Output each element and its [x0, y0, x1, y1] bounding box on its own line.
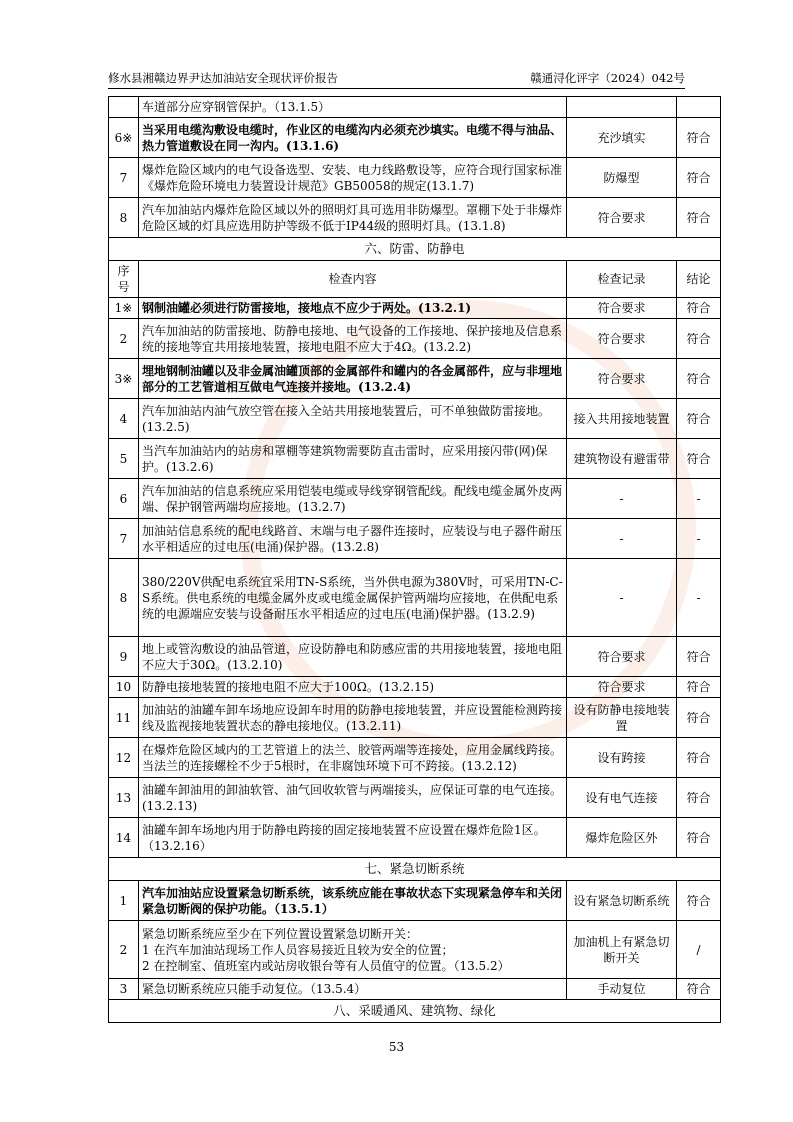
conclusion: 符合 [677, 198, 721, 238]
inspection-table [108, 96, 721, 1023]
conclusion: 符合 [677, 881, 721, 921]
table-row [109, 198, 721, 238]
item-number: 6※ [109, 118, 139, 158]
table-row [109, 399, 721, 439]
table-row [109, 921, 721, 979]
check-record [567, 97, 677, 118]
table-row [109, 118, 721, 158]
check-content: 钢制油罐必须进行防雷接地，接地点不应少于两处。(13.2.1) [139, 298, 567, 319]
item-number: 8 [109, 559, 139, 637]
table-row [109, 738, 721, 778]
check-record: 符合要求 [567, 298, 677, 319]
check-content: 380/220V供配电系统宜采用TN-S系统，当外供电源为380V时，可采用TN-C-S系统。供电系统的电缆金属外皮或电缆金属保护管两端均应接地，在供配电系统的电源端应安装与设备耐压水平相适应的过电压(电涌)保护器。(13.2.9) [139, 559, 567, 637]
check-content: 在爆炸危险区域内的工艺管道上的法兰、胶管两端等连接处，应用金属线跨接。当法兰的连接螺栓不少于5根时，在非腐蚀环境下可不跨接。(13.2.12) [139, 738, 567, 778]
check-record: - [567, 519, 677, 559]
conclusion: - [677, 519, 721, 559]
conclusion: 符合 [677, 298, 721, 319]
report-title: 修水县湘赣边界尹达加油站安全现状评价报告 [108, 71, 338, 85]
item-number: 13 [109, 778, 139, 818]
check-record: 符合要求 [567, 359, 677, 399]
table-row [109, 559, 721, 637]
table-row [109, 778, 721, 818]
table-row [109, 97, 721, 118]
item-number: 8 [109, 198, 139, 238]
table-row [109, 479, 721, 519]
table-row [109, 359, 721, 399]
item-number [109, 97, 139, 118]
conclusion: 符合 [677, 979, 721, 1000]
item-number: 12 [109, 738, 139, 778]
item-number: 1 [109, 881, 139, 921]
conclusion: 符合 [677, 439, 721, 479]
check-content: 加油站的油罐车卸车场地应设卸车时用的防静电接地装置，并应设置能检测跨接线及监视接地装置状态的静电接地仪。(13.2.11) [139, 698, 567, 738]
check-content: 防静电接地装置的接地电阻不应大于100Ω。(13.2.15) [139, 677, 567, 698]
check-content: 汽车加油站的信息系统应采用铠装电缆或导线穿钢管配线。配线电缆金属外皮两端、保护钢管两端均应接地。(13.2.7) [139, 479, 567, 519]
item-number: 9 [109, 637, 139, 677]
conclusion: 结论 [677, 261, 721, 298]
check-content: 加油站信息系统的配电线路首、末端与电子器件连接时，应装设与电子器件耐压水平相适应的过电压(电涌)保护器。(13.2.8) [139, 519, 567, 559]
item-number: 1※ [109, 298, 139, 319]
check-record: 符合要求 [567, 319, 677, 359]
page-header [108, 70, 685, 89]
check-content: 车道部分应穿钢管保护。（13.1.5） [139, 97, 567, 118]
item-number: 11 [109, 698, 139, 738]
check-content: 紧急切断系统应至少在下列位置设置紧急切断开关： 1 在汽车加油站现场工作人员容易接近且较为安全的位置； 2 在控制室、值班室内或站房收银台等有人员值守的位置。（13.5.2） [139, 921, 567, 979]
column-header-row [109, 261, 721, 298]
section-title: 八、采暖通风、建筑物、绿化 [109, 1000, 721, 1023]
item-number: 4 [109, 399, 139, 439]
table-row [109, 979, 721, 1000]
check-content: 爆炸危险区域内的电气设备选型、安装、电力线路敷设等，应符合现行国家标准《爆炸危险环境电力装置设计规范》GB50058的规定(13.1.7) [139, 158, 567, 198]
table-row [109, 698, 721, 738]
check-record: 手动复位 [567, 979, 677, 1000]
check-content: 地上或管沟敷设的油品管道，应设防静电和防感应雷的共用接地装置，接地电阻不应大于30Ω。(13.2.10) [139, 637, 567, 677]
conclusion: 符合 [677, 637, 721, 677]
check-content: 紧急切断系统应只能手动复位。（13.5.4） [139, 979, 567, 1000]
table-row [109, 881, 721, 921]
check-record: 爆炸危险区外 [567, 818, 677, 858]
table-row [109, 319, 721, 359]
check-record: - [567, 479, 677, 519]
section-header [109, 1000, 721, 1023]
check-record: 充沙填实 [567, 118, 677, 158]
conclusion: 符合 [677, 158, 721, 198]
conclusion: 符合 [677, 399, 721, 439]
conclusion: 符合 [677, 677, 721, 698]
section-header [109, 238, 721, 261]
conclusion: - [677, 559, 721, 637]
check-content: 汽车加油站内油气放空管在接入全站共用接地装置后，可不单独做防雷接地。(13.2.5) [139, 399, 567, 439]
conclusion: 符合 [677, 738, 721, 778]
item-number: 7 [109, 158, 139, 198]
check-content: 汽车加油站应设置紧急切断系统，该系统应能在事故状态下实现紧急停车和关闭紧急切断阀的保护功能。（13.5.1） [139, 881, 567, 921]
section-header [109, 858, 721, 881]
check-record: 符合要求 [567, 637, 677, 677]
table-row [109, 439, 721, 479]
section-title: 七、紧急切断系统 [109, 858, 721, 881]
check-content: 当汽车加油站内的站房和罩棚等建筑物需要防直击雷时，应采用接闪带(网)保护。(13.2.6) [139, 439, 567, 479]
report-number: 赣通浔化评字（2024）042号 [530, 71, 685, 85]
check-record: - [567, 559, 677, 637]
check-content: 检查内容 [139, 261, 567, 298]
conclusion: 符合 [677, 818, 721, 858]
check-content: 埋地钢制油罐以及非金属油罐顶部的金属部件和罐内的各金属部件，应与非埋地部分的工艺管道相互做电气连接并接地。(13.2.4) [139, 359, 567, 399]
item-number: 序号 [109, 261, 139, 298]
page-number: 53 [388, 1040, 405, 1054]
item-number: 10 [109, 677, 139, 698]
conclusion: 符合 [677, 118, 721, 158]
item-number: 3 [109, 979, 139, 1000]
item-number: 2 [109, 921, 139, 979]
check-content: 汽车加油站内爆炸危险区域以外的照明灯具可选用非防爆型。罩棚下处于非爆炸危险区域的灯具应选用防护等级不低于IP44级的照明灯具。(13.1.8) [139, 198, 567, 238]
table-row [109, 298, 721, 319]
table-row [109, 677, 721, 698]
conclusion: 符合 [677, 698, 721, 738]
conclusion: 符合 [677, 319, 721, 359]
check-content: 汽车加油站的防雷接地、防静电接地、电气设备的工作接地、保护接地及信息系统的接地等宜共用接地装置，接地电阻不应大于4Ω。(13.2.2) [139, 319, 567, 359]
check-record: 建筑物设有避雷带 [567, 439, 677, 479]
item-number: 6 [109, 479, 139, 519]
check-record: 防爆型 [567, 158, 677, 198]
section-title: 六、防雷、防静电 [109, 238, 721, 261]
check-content: 油罐车卸油用的卸油软管、油气回收软管与两端接头，应保证可靠的电气连接。(13.2.13) [139, 778, 567, 818]
item-number: 14 [109, 818, 139, 858]
item-number: 7 [109, 519, 139, 559]
check-record: 加油机上有紧急切断开关 [567, 921, 677, 979]
check-record: 设有跨接 [567, 738, 677, 778]
check-content: 当采用电缆沟敷设电缆时，作业区的电缆沟内必须充沙填实。电缆不得与油品、热力管道敷设在同一沟内。(13.1.6) [139, 118, 567, 158]
check-record: 检查记录 [567, 261, 677, 298]
check-record: 接入共用接地装置 [567, 399, 677, 439]
table-row [109, 158, 721, 198]
conclusion: 符合 [677, 778, 721, 818]
check-record: 符合要求 [567, 677, 677, 698]
item-number: 2 [109, 319, 139, 359]
item-number: 5 [109, 439, 139, 479]
table-row [109, 637, 721, 677]
item-number: 3※ [109, 359, 139, 399]
check-content: 油罐车卸车场地内用于防静电跨接的固定接地装置不应设置在爆炸危险1区。（13.2.16） [139, 818, 567, 858]
table-row [109, 818, 721, 858]
check-record: 设有紧急切断系统 [567, 881, 677, 921]
conclusion: / [677, 921, 721, 979]
check-record: 设有防静电接地装置 [567, 698, 677, 738]
conclusion [677, 97, 721, 118]
conclusion: 符合 [677, 359, 721, 399]
check-record: 设有电气连接 [567, 778, 677, 818]
conclusion: - [677, 479, 721, 519]
table-row [109, 519, 721, 559]
check-record: 符合要求 [567, 198, 677, 238]
